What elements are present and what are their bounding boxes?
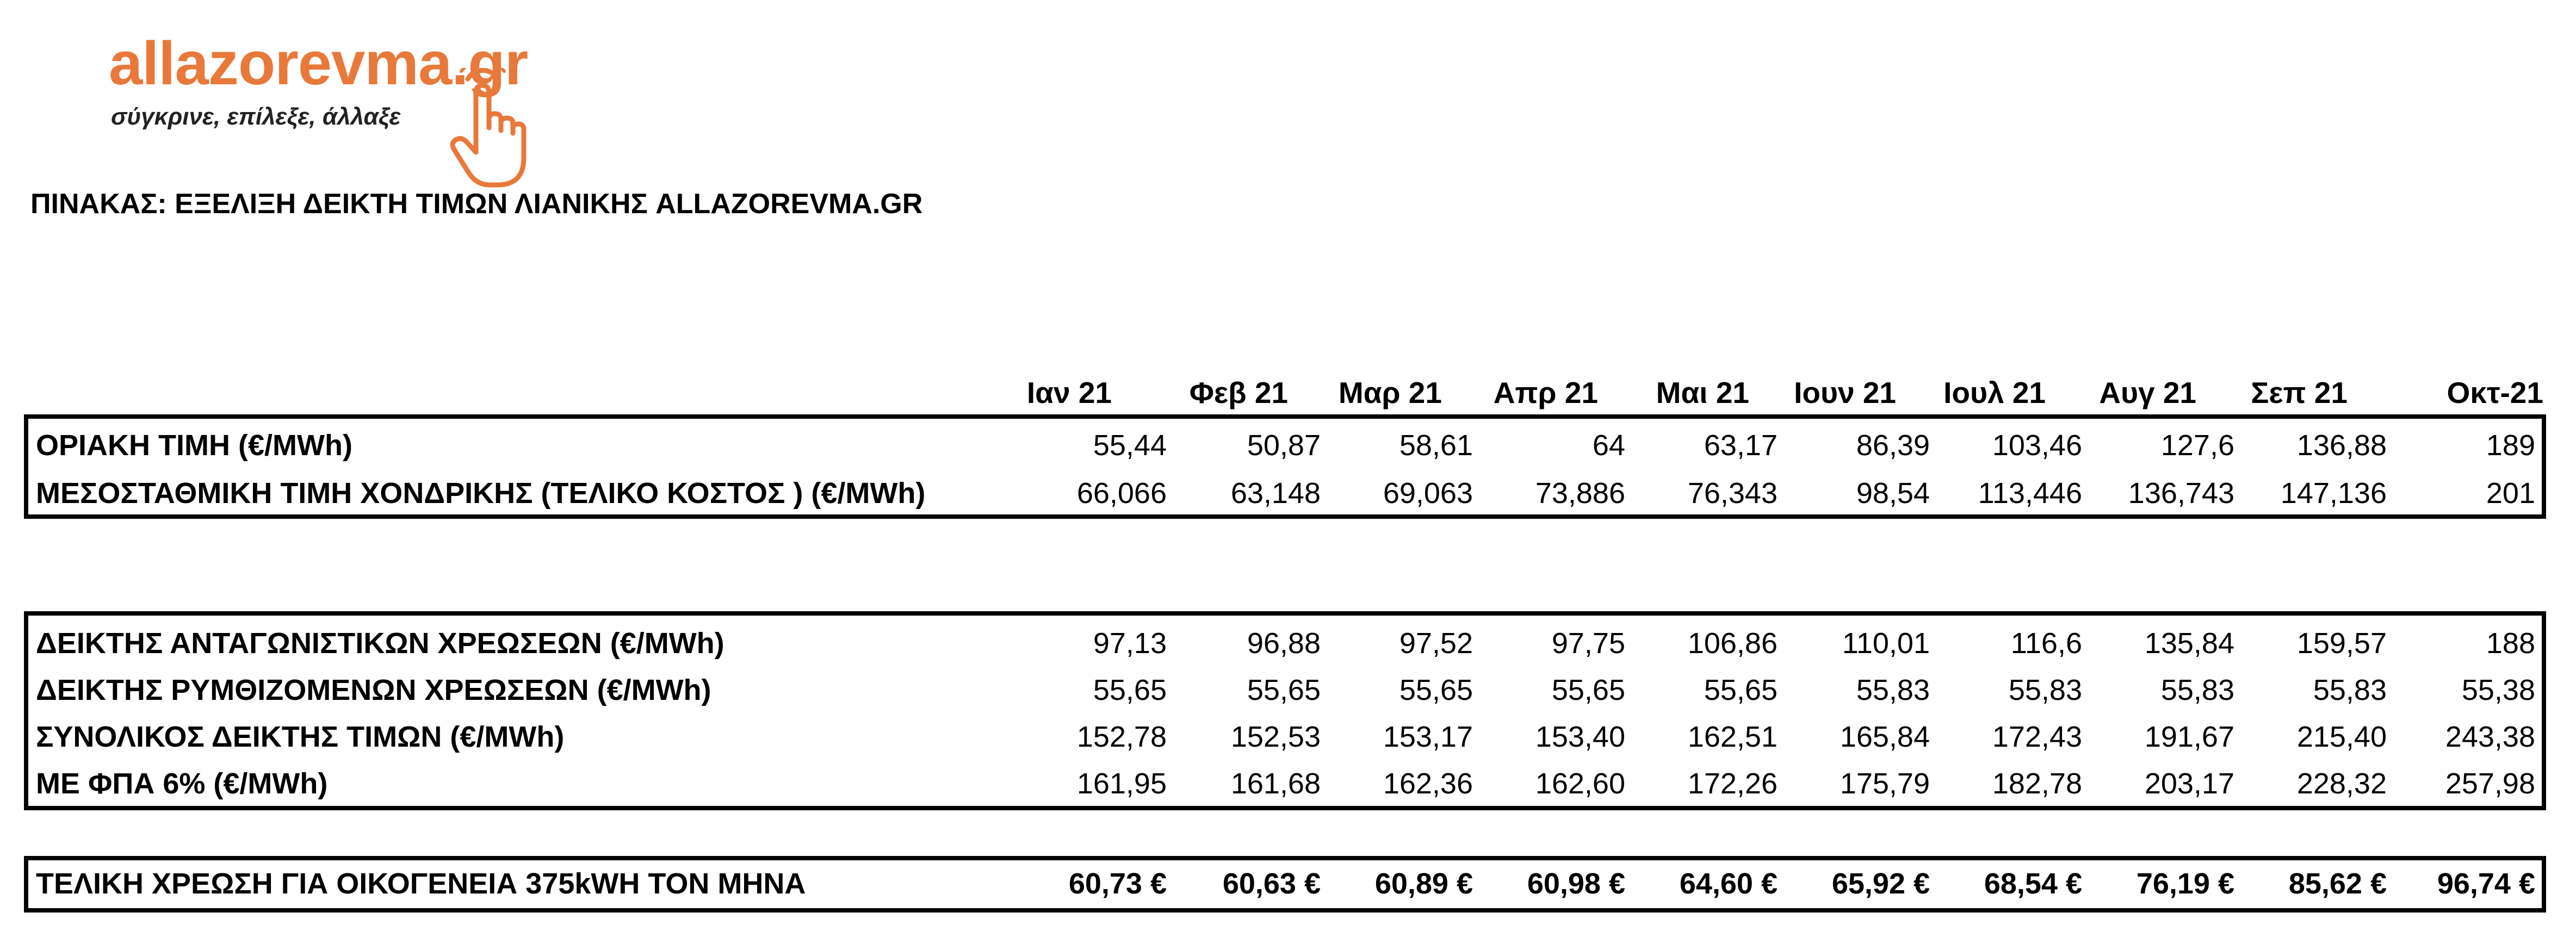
cell-value: 165,84 [1840, 721, 1930, 753]
cell-value: 152,53 [1230, 721, 1321, 753]
cell-value: 64 [1592, 429, 1625, 462]
brand-logo [109, 30, 544, 166]
cell-value: 85,62 € [2288, 867, 2387, 900]
logo-wordmark: allazorevma.gr [109, 29, 528, 97]
cell-value: 152,78 [1076, 721, 1167, 753]
cell-value: 243,38 [2445, 721, 2535, 753]
cell-value: 76,343 [1687, 477, 1778, 510]
table-row [28, 667, 2542, 715]
table-row [28, 422, 2542, 470]
cell-value: 116,6 [2010, 627, 2082, 660]
cell-value: 147,136 [2280, 477, 2387, 510]
cell-value: 55,83 [2313, 674, 2387, 706]
month-header: Μαι 21 [1656, 376, 1749, 409]
cell-value: 60,63 € [1222, 867, 1321, 900]
cell-value: 201 [2486, 477, 2535, 510]
month-header: Ιουν 21 [1794, 376, 1896, 409]
cell-value: 182,78 [1992, 767, 2082, 800]
cell-value: 86,39 [1856, 429, 1930, 462]
cell-value: 189 [2486, 429, 2535, 462]
month-header: Ιαν 21 [1026, 376, 1112, 409]
row-label: ΜΕΣΟΣΤΑΘΜΙΚΗ ΤΙΜΗ ΧΟΝΔΡΙΚΗΣ (ΤΕΛΙΚΟ ΚΟΣΤΟΣ ) (€/MWh) [36, 477, 926, 510]
cell-value: 55,44 [1093, 429, 1167, 462]
table-row [28, 620, 2542, 668]
cell-value: 162,51 [1687, 721, 1778, 753]
cell-value: 50,87 [1247, 429, 1321, 462]
cell-value: 96,88 [1247, 627, 1321, 660]
cell-value: 97,75 [1551, 627, 1625, 660]
cell-value: 172,26 [1687, 767, 1778, 800]
cell-value: 58,61 [1399, 429, 1473, 462]
table-row [28, 470, 2542, 518]
cell-value: 55,65 [1704, 674, 1778, 706]
row-label: ΣΥΝΟΛΙΚΟΣ ΔΕΙΚΤΗΣ ΤΙΜΩΝ (€/MWh) [36, 721, 565, 753]
table-row [28, 713, 2542, 761]
row-label: ΔΕΙΚΤΗΣ ΑΝΤΑΓΩΝΙΣΤΙΚΩΝ ΧΡΕΩΣΕΩΝ (€/MWh) [36, 627, 725, 660]
logo-tagline: σύγκρινε, επίλεξε, άλλαξε [111, 103, 401, 130]
cell-value: 135,84 [2144, 627, 2234, 660]
cell-value: 66,066 [1076, 477, 1167, 510]
month-header: Φεβ 21 [1189, 376, 1288, 409]
page-title: ΠΙΝΑΚΑΣ: ΕΞΕΛΙΞΗ ΔΕΙΚΤΗ ΤΙΜΩΝ ΛΙΑΝΙΚΗΣ ALLAZOREVMA.GR [30, 188, 923, 220]
cell-value: 161,68 [1230, 767, 1321, 800]
cell-value: 55,65 [1551, 674, 1625, 706]
cell-value: 188 [2486, 627, 2535, 660]
row-label: ΤΕΛΙΚΗ ΧΡΕΩΣΗ ΓΙΑ ΟΙΚΟΓΕΝΕΙΑ 375kWH ΤΟΝ ΜΗΝΑ [36, 867, 806, 900]
price-index-table [24, 611, 2546, 810]
cell-value: 162,36 [1383, 767, 1473, 800]
cell-value: 96,74 € [2437, 867, 2535, 900]
cell-value: 68,54 € [1984, 867, 2082, 900]
cell-value: 257,98 [2445, 767, 2535, 800]
cell-value: 55,83 [2008, 674, 2082, 706]
cell-value: 203,17 [2144, 767, 2234, 800]
cell-value: 98,54 [1856, 477, 1930, 510]
cell-value: 73,886 [1535, 477, 1625, 510]
cell-value: 63,17 [1704, 429, 1778, 462]
cell-value: 175,79 [1840, 767, 1930, 800]
cell-value: 103,46 [1992, 429, 2082, 462]
wholesale-prices-table [24, 414, 2546, 519]
cell-value: 69,063 [1383, 477, 1473, 510]
month-header: Αυγ 21 [2099, 376, 2196, 409]
table-row [28, 860, 2542, 908]
cell-value: 228,32 [2296, 767, 2387, 800]
cell-value: 136,743 [2128, 477, 2234, 510]
month-header: Απρ 21 [1493, 376, 1598, 409]
month-header: Οκτ-21 [2447, 376, 2543, 409]
cell-value: 97,52 [1399, 627, 1473, 660]
cell-value: 55,65 [1093, 674, 1167, 706]
final-charge-table [24, 856, 2546, 913]
cell-value: 106,86 [1687, 627, 1778, 660]
cell-value: 55,38 [2461, 674, 2535, 706]
cell-value: 60,89 € [1374, 867, 1473, 900]
cell-value: 76,19 € [2136, 867, 2234, 900]
table-row [28, 760, 2542, 808]
month-header: Σεπ 21 [2251, 376, 2348, 409]
cell-value: 113,446 [1978, 477, 2082, 510]
cell-value: 191,67 [2144, 721, 2234, 753]
cell-value: 55,83 [2160, 674, 2234, 706]
month-header: Ιουλ 21 [1943, 376, 2046, 409]
cell-value: 162,60 [1535, 767, 1625, 800]
cell-value: 161,95 [1076, 767, 1167, 800]
row-label: ΜΕ ΦΠΑ 6% (€/MWh) [36, 767, 328, 800]
cell-value: 159,57 [2296, 627, 2387, 660]
cell-value: 172,43 [1992, 721, 2082, 753]
cell-value: 215,40 [2296, 721, 2387, 753]
cell-value: 153,17 [1383, 721, 1473, 753]
row-label: ΟΡΙΑΚΗ ΤΙΜΗ (€/MWh) [36, 429, 352, 462]
month-header: Μαρ 21 [1338, 376, 1442, 409]
cell-value: 55,65 [1399, 674, 1473, 706]
cell-value: 55,65 [1247, 674, 1321, 706]
hand-pointer-icon [446, 68, 528, 193]
cell-value: 127,6 [2160, 429, 2234, 462]
cell-value: 55,83 [1856, 674, 1930, 706]
cell-value: 63,148 [1230, 477, 1321, 510]
cell-value: 110,01 [1842, 627, 1930, 660]
cell-value: 153,40 [1535, 721, 1625, 753]
cell-value: 136,88 [2296, 429, 2387, 462]
cell-value: 65,92 € [1831, 867, 1930, 900]
cell-value: 60,73 € [1068, 867, 1167, 900]
row-label: ΔΕΙΚΤΗΣ ΡΥΜΘΙΖΟΜΕΝΩΝ ΧΡΕΩΣΕΩΝ (€/MWh) [36, 674, 711, 706]
cell-value: 60,98 € [1527, 867, 1625, 900]
cell-value: 97,13 [1093, 627, 1167, 660]
cell-value: 64,60 € [1679, 867, 1778, 900]
